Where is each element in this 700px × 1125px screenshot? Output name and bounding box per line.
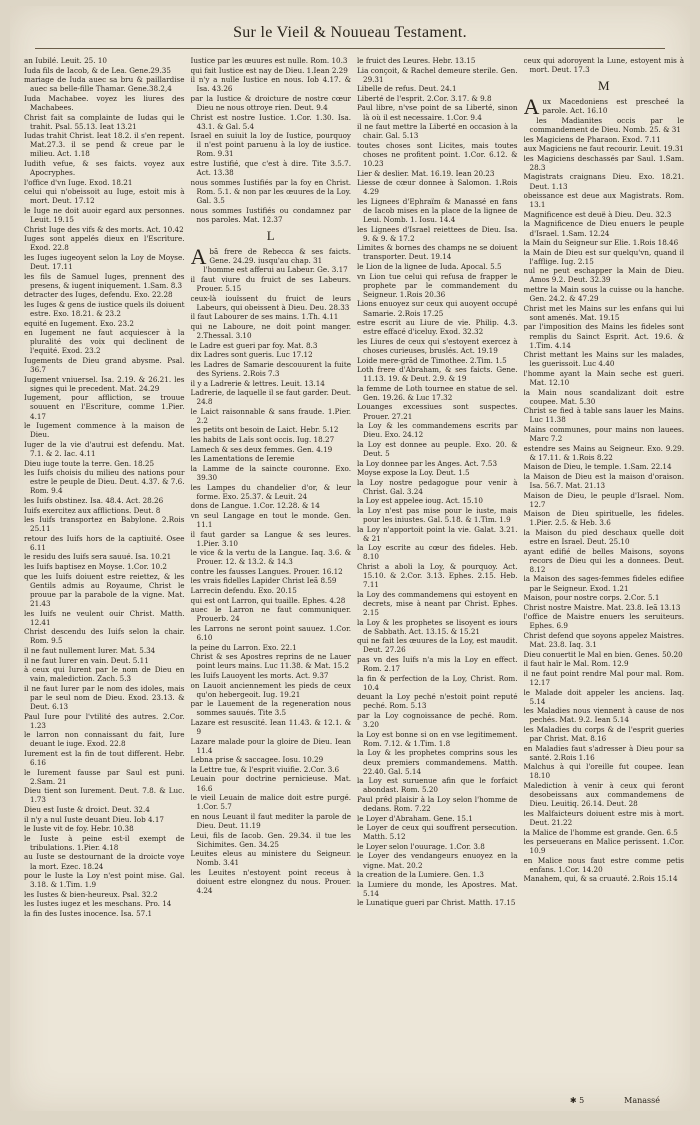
index-entry: Liberté de l'esprit. 2.Cor. 3.17. & 9.8	[357, 93, 492, 103]
index-entry: obeissance est deue aux Magistrats. Rom. 13.1	[523, 191, 684, 210]
index-entry: deuant la Loy peché n'estoit point reputé peché. Rom. 5.13	[357, 692, 518, 711]
index-entry: detracter des Iuges, defendu. Exo. 22.28	[24, 290, 173, 300]
index-entry: les vrais fidelles Lapider Christ Ieã 8.59	[190, 576, 337, 586]
index-column-2	[191, 56, 352, 1101]
index-entry: Israel en suiuit la loy de Iustice, pourquoy il n'est point paruenu à la loy de iustice. Rom. 9.31	[190, 131, 351, 159]
index-entry: le vieil Leuain de malice doit estre purgé. 1.Cor. 5.7	[190, 793, 351, 812]
index-entry: Leuites eleus au ministere du Seigneur. Nomb. 3.41	[190, 849, 351, 868]
index-entry: le Lunatique gueri par Christ. Matth. 17.15	[357, 898, 516, 908]
index-entry: vn seul Langage en tout le monde. Gen. 11.1	[190, 510, 351, 529]
index-entry: Iuges sont appelés dieux en l'Escriture. Exod. 22.8	[24, 234, 185, 253]
index-entry: estre escrit au Liure de vie. Philip. 4.3. estre effacé d'iceluy. Exod. 32.32	[357, 318, 518, 337]
index-entry: la Lumiere du monde, les Apostres. Mat. 5.14	[357, 879, 518, 898]
index-entry: Leuain pour doctrine pernicieuse. Mat. 16.6	[190, 774, 351, 793]
index-entry: ceux-là iouïssent du fruict de leurs Labeurs, qui obeissent à Dieu. Deu. 28.33	[190, 293, 351, 312]
index-entry: Iudas trahit Christ. Ieat 18.2. il s'en repent. Mat.27.3. il se pend & creue par le milieu. Act. 1.18	[24, 131, 185, 159]
index-entry: Christ nostre Maistre. Mat. 23.8. Ieã 13.13	[523, 602, 681, 612]
index-entry: Iuifs exercitez aux afflictions. Deut. 8	[24, 505, 161, 515]
index-entry: il faut garder sa Langue & ses leures. 1.Pier. 3.10	[190, 529, 351, 548]
index-entry: Christ mettant les Mains sur les malades, les guerissoit. Luc 4.40	[523, 350, 684, 369]
index-entry: Maison de Dieu, le peuple d'Israel. Nom. 12.7	[523, 490, 684, 509]
index-entry: le Laict raisonnable & sans fraude. 1.Pier. 2.2	[190, 406, 351, 425]
index-entry: Maison de Dieu spirituelle, les fideles. 1.Pier. 2.5. & Heb. 3.6	[523, 509, 684, 528]
index-entry: Loide mere-grãd de Timothee. 2.Tim. 1.5	[357, 355, 507, 365]
index-entry: la Main nous scandalizant doit estre coupee. Mat. 5.30	[523, 387, 684, 406]
index-entry: le Iuste à peine est-il exempt de tribulations. 1.Pier. 4.18	[24, 833, 185, 852]
index-entry: il y a Ladrerie & lettres. Leuit. 13.14	[190, 378, 325, 388]
drop-capital: A	[523, 94, 540, 120]
index-entry: Lions enuoyez sur ceux qui auoyent occupé Samarie. 2.Rois 17.25	[357, 299, 518, 318]
index-entry: le larron non connaissant du fait, Iure deuant le iuge. Exod. 22.8	[24, 730, 185, 749]
index-entry: la Loy & les commandemens escrits par Dieu. Exo. 24.12	[357, 421, 518, 440]
index-entry: Lebna prise & saccagee. Iosu. 10.29	[190, 755, 324, 765]
index-entry: Paul prêd plaisir à la Loy selon l'homme de dedans. Rom. 7.22	[357, 794, 518, 813]
index-entry: les fils de Samuel Iuges, prennent des presens, & iugent iniquement. 1.Sam. 8.3	[24, 271, 185, 290]
index-entry: la Loy est bonne si on en vse legitimement. Rom. 7.12. & 1.Tim. 1.8	[357, 729, 518, 748]
index-column-1	[24, 56, 185, 1101]
index-entry: la Loy est suruenue afin que le forfaict abondast. Rom. 5.20	[357, 776, 518, 795]
index-entry: le Iuge ne doit auoir egard aux personnes. Leuit. 19.15	[24, 206, 185, 225]
index-entry: les Iuges & gens de iustice quels ils doiuent estre. Exo. 18.21. & 23.2	[24, 299, 185, 319]
index-entry: Iudith vefue, & ses faicts. voyez aux Apocryphes.	[24, 159, 185, 178]
index-columns	[24, 56, 684, 1101]
index-entry: la Lamme de la saincte couronne. Exo. 39.30	[190, 463, 351, 482]
index-entry: ayant edifié de belles Maisons, soyons recors de Dieu qui les a donnees. Deut. 8.12	[523, 546, 684, 574]
index-entry: les Iuges iugeoyent selon la Loy de Moyse. Deut. 17.11	[24, 252, 185, 272]
index-entry: la fin des Iustes inocence. Isa. 57.1	[24, 909, 153, 919]
index-entry: Dieu iuge toute la terre. Gen. 18.25	[24, 458, 155, 468]
index-entry: les Liures de ceux qui s'estoyent exercez à choses curieuses, bruslés. Act. 19.19	[357, 336, 518, 355]
index-entry: la Maison de Dieu est la maison d'oraison. Isa. 56.7. Mat. 21.13	[523, 471, 684, 491]
index-entry: il ne faut Iurer en vain. Deut. 5.11	[24, 655, 149, 665]
index-entry: il ne faut Iurer par le nom des idoles, mais par le seul nom de Dieu. Exod. 23.13. & Deut. 6.13	[24, 683, 185, 711]
index-entry: les Iustes & bien-heureux. Psal. 32.2	[24, 889, 158, 899]
index-entry: Iuda fils de Iacob, & de Lea. Gene.29.35	[24, 65, 171, 75]
index-entry: les perseuerans en Malice perissent. 1.Cor. 10.9	[523, 837, 684, 856]
catchword: Manassé	[624, 1096, 660, 1105]
index-entry: equité en Iugement. Exo. 23.2	[24, 318, 134, 328]
index-entry: la Loy escrite au cœur des fideles. Heb. 8.10	[357, 543, 518, 562]
index-entry: Iugements de Dieu grand abysme. Psal. 36.7	[24, 356, 185, 375]
index-entry: en nous Leuant il faut mediter la parole de Dieu. Deut. 11.19	[190, 811, 351, 830]
index-entry: Christ se fied à table sans lauer les Mains. Luc 11.38	[523, 406, 684, 425]
index-entry: il faut Labourer de ses mains. 1.Th. 4.11	[190, 312, 339, 322]
index-entry: les Iuifs choisis du milieu des nations pour estre le peuple de Dieu. Deut. 4.37. & 7.6. Rom. 9.4	[24, 468, 185, 496]
index-entry: mariage de Iuda auec sa bru & paillardise auec sa belle-fille Thamar. Gene.38.2,4	[24, 75, 185, 94]
index-entry: Manahem, qui, & sa cruauté. 2.Rois 15.14	[523, 874, 678, 884]
index-entry: le Iuste vit de foy. Hebr. 10.38	[24, 824, 134, 834]
index-entry: l'homme ayant la Main seche est gueri. Mat. 12.10	[523, 368, 684, 387]
index-entry: Iurement est la fin de tout different. Hebr. 6.16	[24, 748, 185, 768]
index-entry: mettre la Main sous la cuisse ou la hanche. Gen. 24.2. & 47.29	[523, 285, 684, 304]
index-entry: par la Iustice & droicture de nostre cœur Dieu ne nous ottroye rien. Deut. 9.4	[190, 93, 351, 112]
index-entry: par l'imposition des Mains les fideles sont remplis du Sainct Esprit. Act. 19.6. & 1.Tim. 4.14	[523, 322, 684, 350]
index-entry: la peine du Larron. Exo. 22.1	[190, 642, 297, 652]
index-entry: Iuda Machabee. voyez les liures des Machabees.	[24, 93, 185, 112]
index-entry: le Ladre est gueri par foy. Mat. 8.3	[190, 340, 318, 350]
index-entry: Malediction à venir à ceux qui feront desobeissans aux commandemens de Dieu. Leuitiq. 26.14. Deut. 28	[523, 781, 684, 809]
index-entry: Larrecin defendu. Exo. 20.15	[190, 586, 297, 596]
index-entry: Lamech & ses deux femmes. Gen. 4.19	[190, 444, 333, 454]
index-entry: la Lettre tue, & l'esprit viuifie. 2.Cor. 3.6	[190, 764, 340, 774]
index-entry: les Magiciens deschassés par Saul. 1.Sam. 28.3	[523, 153, 684, 172]
index-entry: les Maladies du corps & de l'esprit gueries par Christ. Mat. 8.16	[523, 724, 684, 744]
index-entry: Libelle de refus. Deut. 24.1	[357, 84, 457, 94]
index-entry: Lazare est resuscité. Iean 11.43. & 12.1. & 9	[190, 717, 351, 736]
header-rule	[35, 48, 665, 49]
index-entry: la Loy des commandemens qui estoyent en decrets, mise à neant par Christ. Ephes. 2.15	[357, 589, 518, 618]
index-entry: les Maladies nous viennent à cause de nos pechés. Mat. 9.2. Iean 5.14	[523, 706, 684, 725]
index-entry: les Lampes du chandelier d'or, & leur forme. Exo. 25.37. & Leuit. 24	[190, 482, 351, 501]
index-entry: il n'y a nulle Iustice en nous. Iob 4.17. & Isa. 43.26	[190, 75, 351, 94]
index-entry: les habits de Laïs sont occis. Iug. 18.27	[190, 435, 335, 445]
index-entry: les Leuites n'estoyent point receus à doiuent estre elongnez du nous. Prouer. 4.24	[190, 867, 351, 896]
index-entry: qui ne Laboure, ne doit point manger. 2.Thessal. 3.10	[190, 321, 351, 341]
index-entry: pour le Iuste la Loy n'est point mise. Gal. 3.18. & 1.Tim. 1.9	[24, 871, 185, 890]
index-entry: il n'y a nul Iuste deuant Dieu. Iob 4.17	[24, 814, 164, 824]
index-entry: qui est ont Larron, qui tuaille. Ephes. 4.28	[190, 595, 346, 605]
index-entry: le Iurement fausse par Saul est puni. 2.Sam. 21	[24, 767, 185, 786]
index-entry: Iustice par les œuures est nulle. Rom. 10.3	[190, 56, 348, 65]
index-entry: la Main du Seigneur sur Elie. 1.Rois 18.46	[523, 238, 679, 248]
index-entry: les Lignees d'Israel reiettees de Dieu. Isa. 9. & 9. & 17.2	[357, 224, 518, 243]
index-entry: le Lion de la lignee de Iuda. Apocal. 5.5	[357, 262, 502, 272]
index-entry: Christ met les Mains sur les enfans qui lui sont amenés. Mat. 19.15	[523, 303, 684, 322]
index-entry: Ladrerie, de laquelle il se faut garder. Deut. 24.8	[190, 388, 351, 407]
index-entry: les Iuifs obstinez. Isa. 48.4. Act. 28.26	[24, 495, 164, 505]
index-entry: celui qui n'obeissoit au Iuge, estoit mis à mort. Deut. 17.12	[24, 187, 185, 206]
index-entry: Moyse expose la Loy. Deut. 1.5	[357, 468, 470, 478]
index-entry: les Larrons ne seront point sauuez. 1.Cor. 6.10	[190, 623, 351, 643]
index-entry: le Iugement commence à la maison de Dieu.	[24, 421, 185, 440]
index-entry: Christ & ses Apostres reprins de ne Lauer point leurs mains. Luc 11.38. & Mat. 15.2	[190, 652, 351, 671]
index-entry: le Loyer des vendangeurs enuoyez en la vigne. Mat. 20.2	[357, 851, 518, 870]
index-entry: la Loy n'est pas mise pour le iuste, mais pour les iniustes. Gal. 5.18. & 1.Tim. 1.9	[357, 506, 518, 525]
index-entry: il faut haïr le Mal. Rom. 12.9	[523, 659, 629, 669]
index-entry: il ne faut mettre la Liberté en occasion à la chair. Gal. 5.13	[357, 122, 518, 141]
index-entry: par la Loy cognoissance de peché. Rom. 3.20	[357, 711, 518, 730]
index-entry: la Magnificence de Dieu enuers le peuple d'Israel. 1.Sam. 12.24	[523, 219, 684, 238]
page-footer	[570, 1096, 660, 1105]
signature-mark: ✱ 5	[569, 1096, 585, 1105]
index-entry: Paul libre, n'vse point de sa Liberté, sinon là où il est necessaire. 1.Cor. 9.4	[357, 103, 518, 122]
index-entry: Leui, fils de Iacob. Gen. 29.34. il tue les Sichimites. Gen. 34.25	[190, 830, 351, 849]
index-entry: Christ defend que soyons appelez Maistres. Mat. 23.8. Iaq. 3.1	[523, 631, 684, 650]
index-entry: Lazare malade pour la gloire de Dieu. Iean 11.4	[190, 736, 351, 755]
index-entry: le residu des Iuifs sera sauué. Isa. 10.21	[24, 552, 172, 562]
index-entry: Louanges excessiues sont suspectes. Prouer. 27.21	[357, 402, 518, 421]
index-entry: an Iubilé. Leuit. 25. 10	[24, 56, 107, 65]
index-entry: auec le Larron ne faut communiquer. Prouerb. 24	[190, 605, 351, 624]
index-entry: le vice & la vertu de la Langue. Iaq. 3.6. & Prouer. 12. & 13.2. & 14.3	[190, 548, 351, 567]
index-entry: en Maladies faut s'adresser à Dieu pour sa santé. 2.Rois 1.16	[523, 743, 684, 762]
index-entry: contre les fausses Langues. Prouer. 16.12	[190, 566, 343, 576]
drop-capital: A	[190, 243, 207, 269]
index-entry: ceux qui adoroyent la Lune, estoyent mis à mort. Deut. 17.3	[523, 56, 684, 75]
index-entry: on Lauoit anciennement les pieds de ceux qu'on hebergeoit. Iug. 19.21	[190, 680, 351, 699]
index-entry: les Lamentations de Ieremie	[190, 454, 295, 464]
index-entry: les Malfaicteurs doiuent estre mis à mort. Deut. 21.22	[523, 808, 684, 827]
index-entry: les Iustes iugez et les meschans. Pro. 14	[24, 899, 172, 909]
index-entry: Maison de Dieu, le temple. 1.Sam. 22.14	[523, 462, 672, 472]
index-entry: le Loyer selon l'ouurage. 1.Cor. 3.8	[357, 841, 485, 851]
index-entry: au Iuste se destournant de la droicte voye la mort. Ezec. 18.24	[24, 852, 185, 871]
index-entry: nul ne peut eschapper la Main de Dieu. Amos 9.2. Deut. 32.39	[523, 266, 684, 285]
index-entry: toutes choses sont Licites, mais toutes choses ne profitent point. 1.Cor. 6.12. & 10.23	[357, 140, 518, 169]
index-column-3	[357, 56, 518, 1101]
index-entry: les Iuifs transportez en Babylone. 2.Rois 25.11	[24, 515, 185, 534]
index-entry: la Malice de l'homme est grande. Gen. 6.5	[523, 827, 678, 837]
index-entry: les Iuifs baptisez en Moyse. 1.Cor. 10.2	[24, 562, 167, 572]
index-entry: Malchus à qui l'oreille fut coupee. Iean 18.10	[523, 762, 684, 781]
index-entry: les Magiciens de Pharaon. Exod. 7.11	[523, 134, 661, 144]
index-entry: nous sommes Iustifiés par la foy en Christ. Rom. 5.1. & non par les œuures de la Loy. Gal. 3.5	[190, 177, 351, 205]
running-title: Sur le Vieil & Nouueau Testament.	[233, 24, 467, 41]
section-letter: M	[597, 78, 610, 94]
index-entry: les Iuifs ne veulent ouir Christ. Matth. 12.41	[24, 608, 185, 627]
index-entry: le Loyer d'Abraham. Gene. 15.1	[357, 813, 473, 823]
index-entry: Loth frere d'Abraham, & ses faicts. Gene. 11.13. 19. & Deut. 2.9. & 19	[357, 365, 518, 384]
index-entry: le fruict des Leures. Hebr. 13.15	[357, 56, 476, 65]
index-entry: l'office d'vn Iuge. Exod. 18.21	[24, 177, 133, 187]
index-entry: la femme de Loth tournee en statue de sel. Gen. 19.26. & Luc 17.32	[357, 383, 518, 402]
index-entry: la Maison du pied deschaux quelle doit estre en Israel. Deut. 25.10	[523, 528, 684, 547]
index-entry: en Iugement ne faut acquiescer à la pluralité des voix qui declinent de l'equité. Exod. 23.2	[24, 328, 185, 356]
index-entry: nous sommes Iustifiés ou condamnez par nos paroles. Mat. 12.37	[190, 205, 351, 224]
index-entry: Christ descendu des Iuifs selon la chair. Rom. 9.5	[24, 627, 185, 646]
index-entry: Dieu est Iuste & droict. Deut. 32.4	[24, 805, 150, 814]
index-entry: Abã frere de Rebecca & ses faicts. Gene. 24.29. iusqu'au chap. 31	[190, 243, 351, 269]
index-entry: la Loy est donnee au peuple. Exo. 20. & Deut. 5	[357, 439, 518, 458]
section-letter: L	[266, 227, 275, 243]
index-entry: Aux Macedoniens est prescheé la parole. Act. 16.10	[523, 94, 684, 120]
index-entry: Dieu conuertit le Mal en bien. Genes. 50.20	[523, 649, 683, 659]
index-entry: retour des Iuifs hors de la captiuité. Osee 6.11	[24, 533, 185, 552]
index-entry: l'homme est afferui au Labeur. Ge. 3.17	[203, 265, 348, 275]
index-entry: la Loy & les prophetes se lisoyent es iours de Sabbath. Act. 13.15. & 15.21	[357, 617, 518, 636]
index-entry: à ceux qui Iurent par le nom de Dieu en vain, malediction. Zach. 5.3	[24, 665, 185, 684]
index-entry: Mains communes, pour mains non lauees. Marc 7.2	[523, 424, 684, 444]
index-entry: Christ Iuge des vifs & des morts. Act. 10.42	[24, 224, 184, 234]
index-entry: Iugement vniuersel. Isa. 2.19. & 26.21. les signes qui le precedent. Mat. 24.29	[24, 374, 185, 393]
index-entry: dons de Langue. 1.Cor. 12.28. & 14	[190, 501, 320, 511]
index-entry: Paul Iure pour l'vtilité des autres. 2.Cor. 1.23	[24, 711, 185, 730]
index-entry: le Loyer de ceux qui souffrent persecution. Matth. 5.12	[357, 823, 518, 842]
index-entry: estendre ses Mains au Seigneur. Exo. 9.29. & 17.11. & 1.Rois 8.22	[523, 443, 684, 462]
book-page	[10, 6, 690, 1111]
index-entry: la Loy est appelee ioug. Act. 15.10	[357, 496, 483, 506]
index-entry: Christ a aboli la Loy, & pourquoy. Act. 15.10. & 2.Cor. 3.13. Ephes. 2.15. Heb. 7.11	[357, 562, 518, 590]
index-entry: l'office de Maistre enuers les seruiteurs. Ephes. 6.9	[523, 612, 684, 631]
index-entry: Maison, pour nostre corps. 2.Cor. 5.1	[523, 593, 660, 603]
index-entry: Limites & bornes des champs ne se doiuent transporter. Deut. 19.14	[357, 243, 518, 262]
index-entry: dix Ladres sont gueris. Luc 17.12	[190, 350, 313, 360]
index-entry: estre Iustifié, que c'est à dire. Tite 3.5.7. Act. 13.38	[190, 159, 351, 178]
index-entry: Lier & deslier. Mat. 16.19. Iean 20.23	[357, 168, 495, 178]
index-entry: qui ne fait les œuures de la Loy, est maudit. Deut. 27.26	[357, 636, 518, 655]
index-entry: il ne faut nullement Iurer. Mat. 5.34	[24, 645, 156, 655]
index-entry: la Loy nostre pedagogue pour venir à Christ. Gal. 3.24	[357, 477, 518, 496]
index-entry: les Madianites occis par le commandement de Dieu. Nomb. 25. & 31	[529, 115, 684, 134]
index-entry: il faut viure du fruict de ses Labeurs. Prouer. 5.15	[190, 274, 351, 294]
index-entry: le Malade doit appeler les anciens. Iaq. 5.14	[523, 687, 684, 706]
index-entry: la Main de Dieu est sur quelqu'vn, quand il l'afflige. Iug. 2.15	[523, 247, 684, 266]
index-entry: les Ladres de Samarie descouurent la fuite des Syriens. 2.Rois 7.3	[190, 359, 351, 378]
index-entry: Magnificence est deuë à Dieu. Deu. 32.3	[523, 209, 672, 219]
index-entry: les petits ont besoin de Laict. Hebr. 5.12	[190, 425, 339, 435]
index-entry: Magistrats craignans Dieu. Exo. 18.21. Deut. 1.13	[523, 172, 684, 191]
index-entry: la creation de la Lumiere. Gen. 1.3	[357, 870, 484, 880]
index-entry: aux Magiciens ne faut recourir. Leuit. 19.31	[523, 144, 684, 154]
index-entry: Iuger de la vie d'autrui est defendu. Mat. 7.1. & 2. Iac. 4.11	[24, 439, 185, 458]
index-entry: en Malice nous faut estre comme petis enfans. 1.Cor. 14.20	[523, 855, 684, 874]
index-entry: Iugement, pour affliction, se trouue souuent en l'Escriture, comme 1.Pier. 4.17	[24, 393, 185, 421]
index-entry: il ne faut point rendre Mal pour mal. Rom. 12.17	[523, 668, 684, 687]
index-entry: Christ est nostre Iustice. 1.Cor. 1.30. Isa. 43.1. & Gal. 5.4	[190, 112, 351, 131]
index-entry: que les Iuifs doiuent estre reiettez, & les Gentils admis au Royaume, Christ le prouue par la parabole de la vigne. Mat. 21.43	[24, 571, 185, 608]
index-entry: la fin & perfection de la Loy, Christ. Rom. 10.4	[357, 673, 518, 692]
index-entry: les Lignees d'Ephraïm & Manassé en fans de Iacob mises en la place de la lignee de Leui. Nomb. 1. Iosu. 14.4	[357, 196, 518, 225]
index-entry: pas vn des Iuifs n'a mis la Loy en effect. Rom. 2.17	[357, 655, 518, 674]
index-entry: vn Lion tue celui qui refusa de frapper le prophete par le commandement du Seigneur. 1.Rois 20.36	[357, 271, 518, 299]
index-entry: Lia conçoit, & Rachel demeure sterile. Gen. 29.31	[357, 65, 518, 84]
index-entry: les Iuifs Lauoyent les morts. Act. 9.37	[190, 670, 329, 680]
index-entry: par le Lauement de la regeneration nous sommes sauués. Tite 3.5	[190, 699, 351, 718]
index-entry: qui fait Iustice est nay de Dieu. 1.Iean 2.29	[190, 65, 348, 75]
index-entry: la Loy donnee par les Anges. Act. 7.53	[357, 458, 498, 468]
index-entry: Liesse de cœur donnee à Salomon. 1.Rois 4.29	[357, 178, 518, 197]
index-entry: la Loy & les prophetes comprins sous les deux premiers commandemens. Matth. 22.40. Gal. 5.14	[357, 748, 518, 776]
index-column-4	[524, 56, 685, 1101]
index-entry: la Loy n'apportoit point la vie. Galat. 3.21. & 21	[357, 524, 518, 543]
index-entry: Christ fait sa complainte de Iudas qui le trahit. Psal. 55.13. Ieat 13.21	[24, 112, 185, 131]
index-entry: la Maison des sages-femmes fideles edifiee par le Seigneur. Exod. 1.21	[523, 574, 684, 593]
index-entry: Dieu tient son Iurement. Deut. 7.8. & Luc. 1.73	[24, 786, 185, 805]
